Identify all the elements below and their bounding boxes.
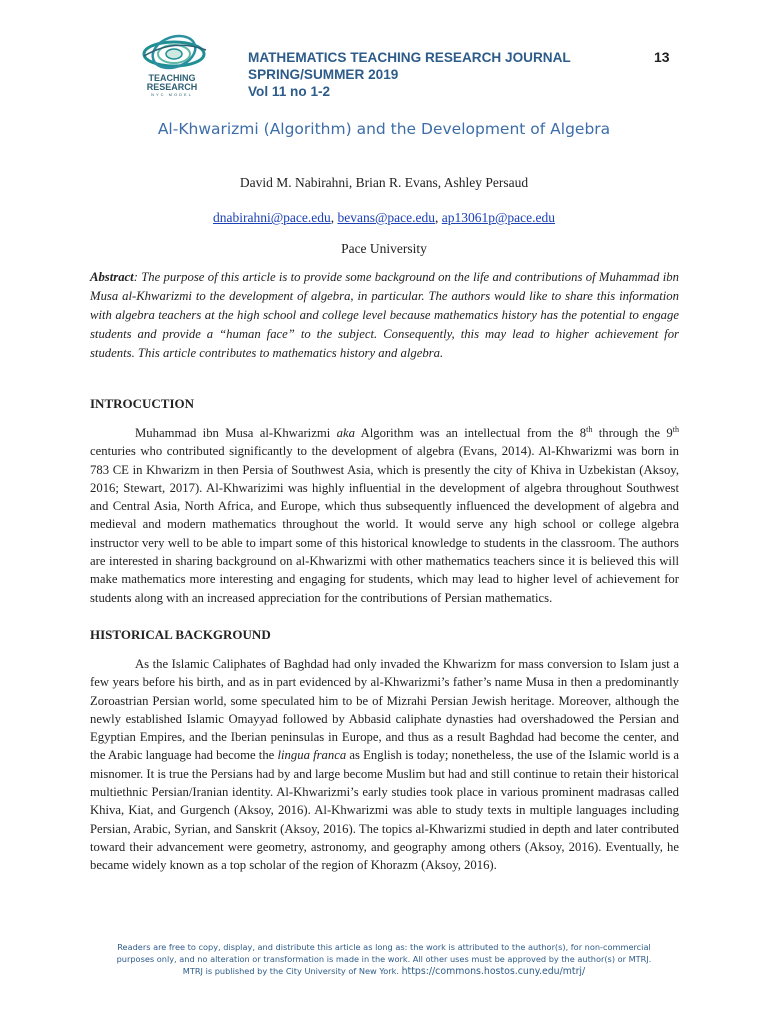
journal-url-link[interactable]: https://commons.hostos.cuny.edu/mtrj/ [401, 966, 586, 977]
logo-line-research: RESEARCH [146, 82, 198, 92]
journal-issue: SPRING/SUMMER 2019 [248, 67, 399, 82]
logo-globe-icon [136, 32, 218, 76]
email-link-nabirahni[interactable]: dnabirahni@pace.edu [212, 210, 331, 225]
logo-line-teaching: TEACHING [148, 73, 196, 83]
article-title: Al-Khwarizmi (Algorithm) and the Development of Algebra [157, 120, 611, 138]
introduction-paragraph: Muhammad ibn Musa al-Khwarizmi aka Algorithm was an intellectual from the 8th through the 9th centuries who contributed significantly to the development of algebra (Evans, 2014). Al-Khwarizmi was born in 783 CE in Khwarizm in then Persia of Southwest Asia, which is presently the city of Khiva in Uzbekistan (Aksoy, 2016; Stewart, 2017). Al-Khwarizimi was highly influential in the development of algebra throughout Southwest and Central Asia, North Africa, and Europe, which thus subsequently influenced the development of algebra and medieval and modern mathematics throughout the world. It would serve any high school or college algebra instructor very well to be able to impart some of this historical knowledge to students in the classroom. The authors are interested in sharing background on al-Khwarizmi with other mathematics teachers since it is believed this will make mathematics more interesting and engaging for students, which may lead to higher level of achievement for students along with an increased appreciation for the contributions of Persian mathematics. [90, 424, 679, 605]
abstract-text: : The purpose of this article is to provide some background on the life and contributions of Muhammad ibn Musa al-Khwarizmi to the development of algebra, in particular. The authors would like to share this information with algebra teachers at the high school and college level because mathematics history has the potential to engage students and provide a “human face” to the subject. Consequently, this may lead to higher achievement for students. This article contributes to mathematics history and algebra. [90, 270, 679, 360]
license-footer [0, 941, 768, 978]
section-heading-historical-background: HISTORICAL BACKGROUND [90, 627, 271, 642]
historical-background-paragraph: As the Islamic Caliphates of Baghdad had only invaded the Khwarizm for mass conversion to Islam just a few years before his birth, and as in part evidenced by al-Khwarizmi’s father’s name Musa in then a predominantly Zoroastrian Persian world, some speculated him to be of Mizrahi Persian Jewish heritage. Moreover, although the newly established Islamic Omayyad followed by Abbasid caliphate dynasties had overshadowed the Persian and Egyptian Empires, and the Iberian peninsulas in Europe, and thus as a result Baghdad had become the center, and the Arabic language had become the lingua franca as English is today; nonetheless, the use of the Islamic world is a misnomer. It is true the Persians had by and large become Muslim but had and still continue to retain their historical multiethnic Persian/Iranian identity. Al-Khwarizmi’s early studies took place in various prominent madrasas called Khiva, Kiat, and Gurgench (Aksoy, 2016). Al-Khwarizmi was able to study texts in multiple languages including Persian, Arabic, Syrian, and Sanskrit (Aksoy, 2016). The topics al-Khwarizmi studied in depth and later contributed toward their advancement were geometry, astronomy, and geography among others (Aksoy, 2016). Eventually, he became widely known as a top scholar of the region of Khorazm (Aksoy, 2016). [90, 657, 679, 873]
journal-header [248, 49, 571, 100]
email-link-persaud[interactable]: ap13061p@pace.edu [441, 210, 556, 225]
journal-volume: Vol 11 no 1-2 [248, 84, 331, 99]
article-authors: David M. Nabirahni, Brian R. Evans, Ashley Persaud [239, 175, 529, 190]
footer-line-2: purposes only, and no alteration or transformation is made in the work. All other uses must be approved by the author(s) or MTRJ. [116, 954, 652, 964]
journal-name: MATHEMATICS TEACHING RESEARCH JOURNAL [248, 50, 571, 65]
section-heading-introduction: INTROCUCTION [90, 396, 195, 411]
logo-subtitle: NYC MODEL [151, 92, 193, 97]
abstract-label: Abstract [90, 270, 134, 284]
page-number: 13 [654, 49, 670, 65]
email-link-evans[interactable]: bevans@pace.edu [337, 210, 435, 225]
author-emails [0, 210, 768, 226]
lingua-franca-term: lingua franca [277, 748, 347, 763]
footer-line-1: Readers are free to copy, display, and distribute this article as long as: the work is attributed to the author(s), for non-commercial [117, 942, 651, 952]
logo-wordmark [136, 74, 208, 98]
aka-term: aka [336, 426, 355, 440]
email-separator: , [435, 210, 442, 225]
author-affiliation: Pace University [341, 241, 427, 256]
email-separator: , [330, 210, 338, 225]
abstract [90, 268, 679, 363]
footer-line-3: MTRJ is published by the City University of New York. https://commons.hostos.cuny.edu/mtrj/ [182, 966, 586, 977]
